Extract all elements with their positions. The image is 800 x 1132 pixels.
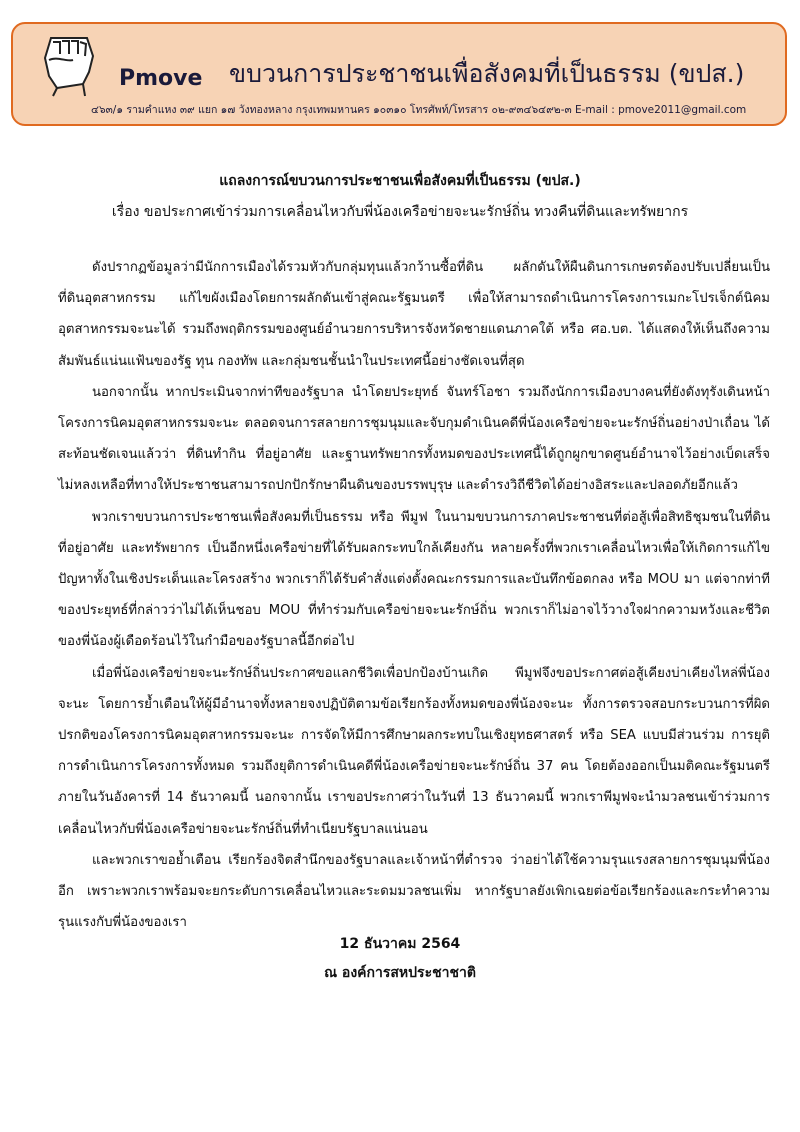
paragraph: นอกจากนั้น หากประเมินจากท่าทีของรัฐบาล นำโดยประยุทธ์ จันทร์โอชา รวมถึงนักการเมืองบางคนที่ยังดังทุรังเดินหน้าโครงการนิคมอุตสาหกรรมจะนะ ตลอดจนการสลายการชุมนุมและจับกุมดำเนินคดีพี่น้องเครือข่ายจะนะรักษ์ถิ่นอย่างป่าเถื่อน ได้สะท้อนชัดเจนแล้วว่า ที่ดินทำกิน ที่อยู่อาศัย และฐานทรัพยากรทั้งหมดของประเทศนี้ได้ถูกผูกขาดศูนย์อำนาจไว้อย่างเบ็ดเสร็จ ไม่หลงเหลือที่ทางให้ประชาชนสามารถปกปักรักษาผืนดินของบรรพบุรุษ และดำรงวิถีชีวิตได้อย่างอิสระและปลอดภัยอีกแล้ว: [58, 384, 770, 494]
paragraph: พวกเราขบวนการประชาชนเพื่อสังคมที่เป็นธรรม หรือ พีมูฟ ในนามขบวนการภาคประชาชนที่ต่อสู้เพื่อสิทธิชุมชนในที่ดิน ที่อยู่อาศัย และทรัพยากร เป็นอีกหนึ่งเครือข่ายที่ได้รับผลกระทบใกล้เคียงกัน หลายครั้งที่พวกเราเคลื่อนไหวเพื่อให้เกิดการแก้ไขปัญหาทั้งในเชิงประเด็นและโครงสร้าง พวกเราก็ได้รับคำสั่งแต่งตั้งคณะกรรมการและบันทึกข้อตกลง หรือ MOU มา แต่จากท่าทีของประยุทธ์ที่กล่าวว่าไม่ได้เห็นชอบ MOU ที่ทำร่วมกับเครือข่ายจะนะรักษ์ถิ่น พวกเราก็ไม่อาจไว้วางใจฝากความหวังและชีวิตของพี่น้องผู้เดือดร้อนไว้ในกำมือของรัฐบาลนี้อีกต่อไป: [58, 509, 770, 650]
paragraph: เมื่อพี่น้องเครือข่ายจะนะรักษ์ถิ่นประกาศขอแลกชีวิตเพื่อปกป้องบ้านเกิด พีมูฟจึงขอประกาศต่อสู้เคียงบ่าเคียงไหล่พี่น้องจะนะ โดยการย้ำเตือนให้ผู้มีอำนาจทั้งหลายจงปฏิบัติตามข้อเรียกร้องทั้งหมดของพี่น้องจะนะ ทั้งการตรวจสอบกระบวนการที่ผิดปรกติของโครงการนิคมอุตสาหกรรมจะนะ การจัดให้มีการศึกษาผลกระทบในเชิงยุทธศาสตร์ หรือ SEA แบบมีส่วนร่วม การยุติการดำเนินการโครงการทั้งหมด รวมถึงยุติการดำเนินคดีพี่น้องเครือข่ายจะนะรักษ์ถิ่น 37 คน โดยต้องออกเป็นมติคณะรัฐมนตรีภายในวันอังคารที่ 14 ธันวาคมนี้ นอกจากนั้น เราขอประกาศว่าในวันที่ 13 ธันวาคมนี้ พวกเราพีมูฟจะนำมวลชนเข้าร่วมการเคลื่อนไหวกับพี่น้องเครือข่ายจะนะรักษ์ถิ่นที่ทำเนียบรัฐบาลแน่นอน: [58, 665, 770, 837]
letterhead: [11, 22, 787, 126]
document-title: แถลงการณ์ขบวนการประชาชนเพื่อสังคมที่เป็นธรรม (ขปส.): [219, 173, 581, 189]
statement-body: [58, 252, 770, 938]
signature-date: 12 ธันวาคม 2564: [339, 936, 461, 952]
document-subject: เรื่อง ขอประกาศเข้าร่วมการเคลื่อนไหวกับพี่น้องเครือข่ายจะนะรักษ์ถิ่น ทวงคืนที่ดินและทรัพยากร: [111, 204, 689, 220]
organization-title: ขบวนการประชาชนเพื่อสังคมที่เป็นธรรม (ขปส.): [229, 59, 745, 88]
organization-address: ๔๖๓/๑ รามคำแหง ๓๙ แยก ๑๗ วังทองหลาง กรุงเทพมหานคร ๑๐๓๑๐ โทรศัพท์/โทรสาร ๐๒-๙๓๔๖๔๙๒-๓ E-mail : pmove2011@gmail.com: [91, 104, 747, 116]
paragraph: และพวกเราขอย้ำเตือน เรียกร้องจิตสำนึกของรัฐบาลและเจ้าหน้าที่ตำรวจ ว่าอย่าได้ใช้ความรุนแรงสลายการชุมนุมพี่น้องอีก เพราะพวกเราพร้อมจะยกระดับการเคลื่อนไหวและระดมมวลชนเพิ่ม หากรัฐบาลยังเพิกเฉยต่อข้อเรียกร้องและกระทำความรุนแรงกับพี่น้องของเรา: [58, 852, 770, 931]
paragraph: ดังปรากฏข้อมูลว่ามีนักการเมืองได้รวมหัวกับกลุ่มทุนแล้วกว้านซื้อที่ดิน ผลักดันให้ผืนดินการเกษตรต้องปรับเปลี่ยนเป็นที่ดินอุตสาหกรรม แก้ไขผังเมืองโดยการผลักดันเข้าสู่คณะรัฐมนตรี เพื่อให้สามารถดำเนินการโครงการเมกะโปรเจ็กต์นิคมอุตสาหกรรมจะนะได้ รวมถึงพฤติกรรมของศูนย์อำนวยการบริหารจังหวัดชายแดนภาคใต้ หรือ ศอ.บต. ได้แสดงให้เห็นถึงความสัมพันธ์แน่นแฟ้นของรัฐ ทุน กองทัพ และกลุ่มชนชั้นนำในประเทศนี้อย่างชัดเจนที่สุด: [58, 260, 770, 369]
logo-text: Pmove: [119, 66, 203, 91]
signature-place: ณ องค์การสหประชาชาติ: [324, 965, 476, 981]
raised-fist-logo-icon: [27, 32, 111, 98]
